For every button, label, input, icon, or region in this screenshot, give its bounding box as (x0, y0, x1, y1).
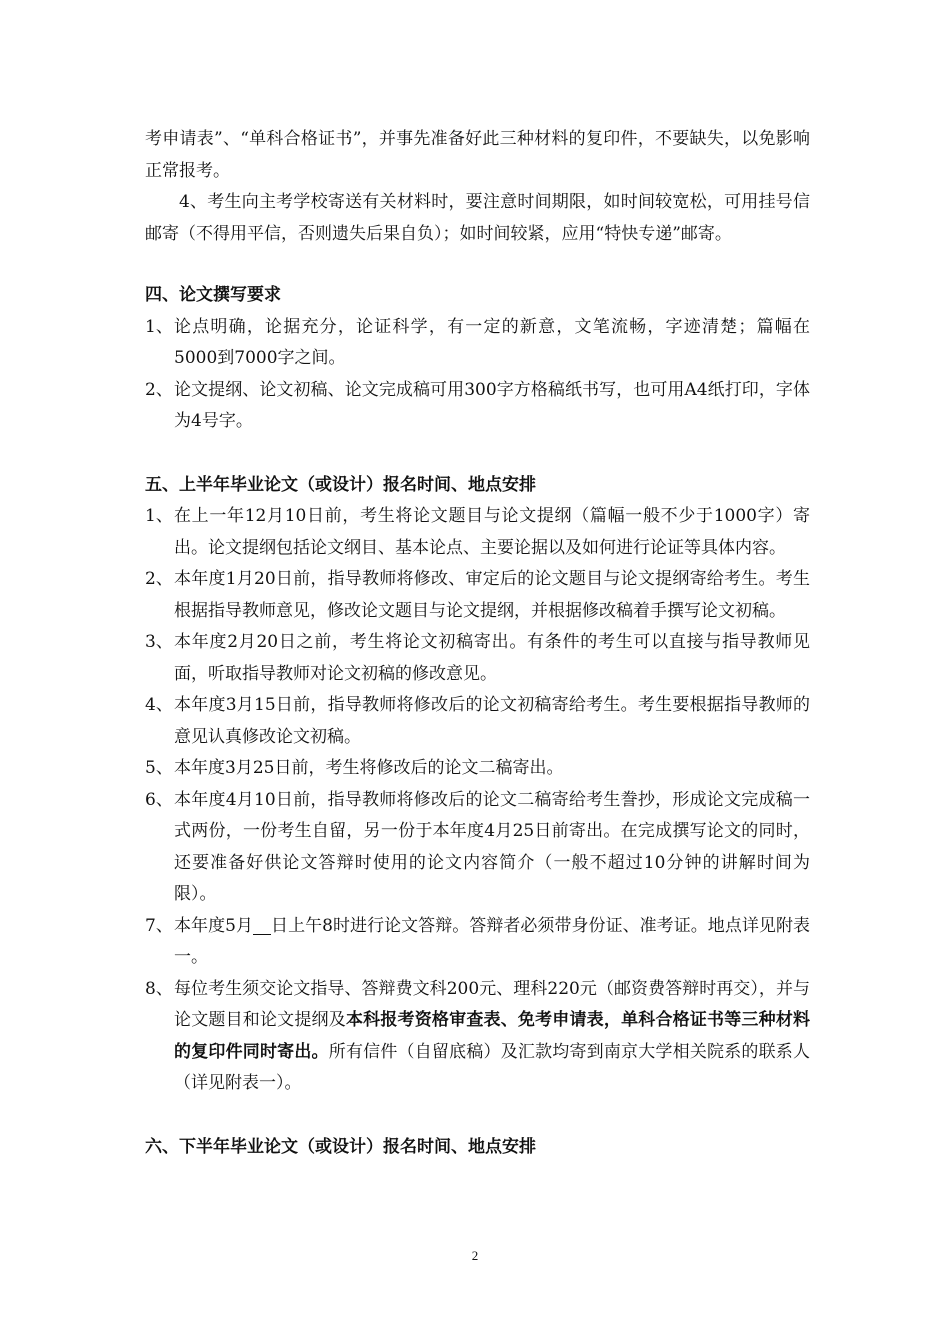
page-number: 2 (471, 1248, 479, 1263)
date-blank (253, 916, 271, 935)
intro-paragraph-continued: 考申请表”、“单科合格证书”，并事先准备好此三种材料的复印件，不要缺失，以免影响正常报考。 (145, 129, 810, 181)
list-item: 1、 论点明确，论据充分，论证科学，有一定的新意，文笔流畅，字迹清楚；篇幅在5000到7000字之间。 (145, 316, 810, 368)
section-5-heading: 五、上半年毕业论文（或设计）报名时间、地点安排 (145, 474, 536, 495)
document-body (145, 124, 810, 1163)
bold-emphasis: 本科报考资格审查表、免考申请表，单科合格证书等三种材料的复印件同时寄出。 (174, 1010, 811, 1062)
list-item: 3、 本年度2月20日之前，考生将论文初稿寄出。有条件的考生可以直接与指导教师见面，听取指导教师对论文初稿的修改意见。 (145, 632, 810, 684)
intro-paragraph-4: 4、考生向主考学校寄送有关材料时，要注意时间期限，如时间较宽松，可用挂号信邮寄（不得用平信，否则遗失后果自负）；如时间较紧，应用“特快专递”邮寄。 (145, 192, 810, 244)
list-item: 4、 本年度3月15日前，指导教师将修改后的论文初稿寄给考生。考生要根据指导教师的意见认真修改论文初稿。 (145, 695, 810, 747)
list-item: 6、 本年度4月10日前，指导教师将修改后的论文二稿寄给考生誊抄，形成论文完成稿一式两份，一份考生自留，另一份于本年度4月25日前寄出。在完成撰写论文的同时，还要准备好供论文答辩时使用的论文内容简介（一般不超过10分钟的讲解时间为限）。 (145, 789, 810, 904)
list-item: 5、 本年度3月25日前，考生将修改后的论文二稿寄出。 (145, 758, 564, 778)
section-6-heading: 六、下半年毕业论文（或设计）报名时间、地点安排 (145, 1136, 536, 1157)
list-item: 2、 本年度1月20日前，指导教师将修改、审定后的论文题目与论文提纲寄给考生。考生根据指导教师意见，修改论文题目与论文提纲，并根据修改稿着手撰写论文初稿。 (145, 569, 810, 621)
section-4-heading: 四、论文撰写要求 (145, 285, 281, 305)
list-item: 7、 本年度5月 日上午8时进行论文答辩。答辩者必须带身份证、准考证。地点详见附表一。 (145, 915, 810, 967)
list-item: 8、 每位考生须交论文指导、答辩费文科200元、理科220元（邮资费答辩时再交），并与论文题目和论文提纲及本科报考资格审查表、免考申请表，单科合格证书等三种材料的复印件同时寄出。所有信件（自留底稿）及汇款均寄到南京大学相关院系的联系人（详见附表一）。 (145, 978, 811, 1093)
list-item: 1、 在上一年12月10日前，考生将论文题目与论文提纲（篇幅一般不少于1000字）寄出。论文提纲包括论文纲目、基本论点、主要论据以及如何进行论证等具体内容。 (145, 506, 810, 558)
list-item: 2、 论文提纲、论文初稿、论文完成稿可用300字方格稿纸书写，也可用A4纸打印，字体为4号字。 (145, 379, 810, 431)
